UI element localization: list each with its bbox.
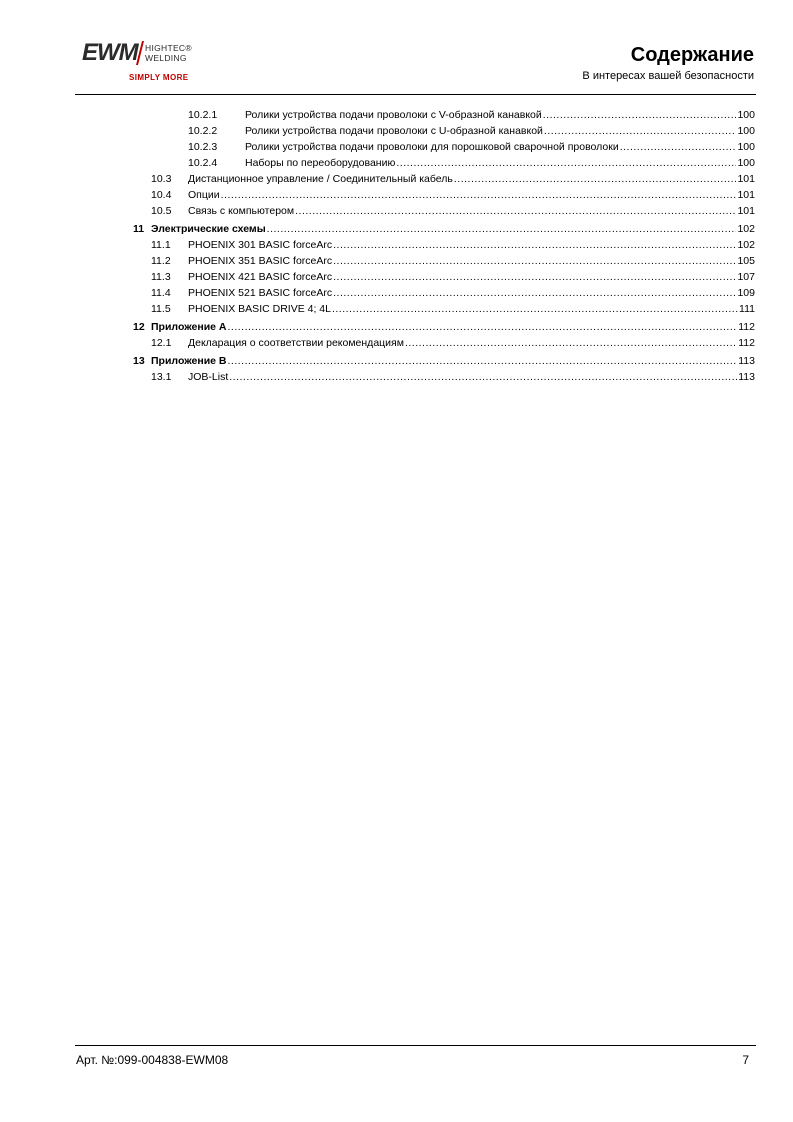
toc-entry[interactable] (0, 171, 793, 187)
toc-entry-title: Дистанционное управление / Соединительный кабель (188, 173, 453, 185)
toc-entry-page: 113 (738, 355, 755, 367)
toc-entry[interactable] (0, 155, 793, 171)
toc-entry-number: 10.5 (151, 205, 172, 217)
logo-welding-line: WELDING (145, 53, 187, 63)
toc-entry-page: 107 (737, 271, 755, 283)
article-number: Арт. №:099-004838-EWM08 (76, 1053, 229, 1067)
ewm-logo (82, 40, 202, 84)
toc-entry[interactable] (0, 353, 793, 369)
toc-entry-page: 105 (737, 255, 755, 267)
toc-entry[interactable] (0, 221, 793, 237)
toc-entry-line (188, 203, 755, 219)
toc-entry[interactable] (0, 203, 793, 219)
toc-entry[interactable] (0, 123, 793, 139)
toc-leader-dots (620, 139, 737, 155)
toc-entry-line (151, 221, 755, 237)
toc-entry-title: PHOENIX BASIC DRIVE 4; 4L (188, 303, 331, 315)
toc-leader-dots (544, 123, 737, 139)
toc-entry[interactable] (0, 187, 793, 203)
toc-leader-dots (543, 107, 737, 123)
toc-entry-number: 12 (133, 321, 145, 333)
toc-leader-dots (229, 369, 737, 385)
toc-entry-page: 100 (737, 109, 755, 121)
toc-entry-page: 100 (737, 141, 755, 153)
logo-tagline: SIMPLY MORE (129, 73, 189, 82)
page-subtitle: В интересах вашей безопасности (582, 70, 754, 82)
toc-entry-page: 109 (737, 287, 755, 299)
toc-entry[interactable] (0, 139, 793, 155)
toc-entry-page: 111 (739, 303, 755, 315)
toc-entry[interactable] (0, 237, 793, 253)
toc-entry-line (188, 187, 755, 203)
toc-entry-title: Ролики устройства подачи проволоки с V-образной канавкой (245, 109, 542, 121)
toc-entry-page: 100 (737, 125, 755, 137)
toc-leader-dots (332, 301, 738, 317)
toc-entry-line (188, 335, 755, 351)
toc-entry[interactable] (0, 269, 793, 285)
toc-entry-title: Приложение A (151, 321, 227, 333)
toc-entry-page: 101 (737, 205, 755, 217)
toc-entry-line (188, 237, 755, 253)
toc-leader-dots (333, 269, 736, 285)
logo-hightec-block (145, 43, 192, 63)
page-number: 7 (742, 1053, 749, 1067)
header-divider (75, 94, 756, 95)
toc-entry-number: 10.2.1 (188, 109, 218, 121)
toc-entry[interactable] (0, 253, 793, 269)
toc-entry[interactable] (0, 369, 793, 385)
toc-entry-number: 11.1 (151, 239, 171, 251)
toc-entry-title: PHOENIX 351 BASIC forceArc (188, 255, 333, 267)
toc-entry[interactable] (0, 285, 793, 301)
toc-leader-dots (228, 353, 738, 369)
toc-entry-page: 102 (737, 239, 755, 251)
logo-ewm-text: EWM (82, 39, 138, 66)
toc-entry-title: PHOENIX 421 BASIC forceArc (188, 271, 333, 283)
toc-entry-title: PHOENIX 301 BASIC forceArc (188, 239, 333, 251)
toc-entry-page: 102 (737, 223, 755, 235)
toc-leader-dots (221, 187, 737, 203)
toc-entry[interactable] (0, 301, 793, 317)
toc-leader-dots (267, 221, 737, 237)
toc-entry-number: 11.2 (151, 255, 171, 267)
toc-entry-title: Опции (188, 189, 220, 201)
toc-entry-page: 112 (738, 337, 755, 349)
toc-leader-dots (333, 237, 736, 253)
toc-entry-line (188, 301, 755, 317)
toc-entry-number: 10.4 (151, 189, 172, 201)
toc-entry-line (188, 253, 755, 269)
toc-entry[interactable] (0, 319, 793, 335)
toc-entry-line (188, 285, 755, 301)
toc-entry-line (188, 269, 755, 285)
toc-leader-dots (454, 171, 737, 187)
toc-entry-number: 11.3 (151, 271, 171, 283)
toc-entry-page: 100 (737, 157, 755, 169)
toc-leader-dots (405, 335, 737, 351)
toc-entry-title: Приложение B (151, 355, 227, 367)
toc-leader-dots (333, 285, 736, 301)
toc-entry-number: 10.3 (151, 173, 172, 185)
toc-leader-dots (333, 253, 736, 269)
toc-entry-page: 112 (738, 321, 755, 333)
toc-entry-number: 11.4 (151, 287, 171, 299)
toc-entry-line (245, 139, 755, 155)
toc-entry-line (245, 123, 755, 139)
toc-entry-title: Декларация о соответствии рекомендациям (188, 337, 404, 349)
toc-leader-dots (228, 319, 738, 335)
toc-entry-title: Ролики устройства подачи проволоки для порошковой сварочной проволоки (245, 141, 619, 153)
toc-entry-line (245, 155, 755, 171)
toc-entry-line (151, 319, 755, 335)
toc-entry-number: 13.1 (151, 371, 172, 383)
toc-entry-number: 11.5 (151, 303, 171, 315)
toc-entry-title: PHOENIX 521 BASIC forceArc (188, 287, 333, 299)
toc-entry[interactable] (0, 107, 793, 123)
footer-divider (75, 1045, 756, 1046)
toc-entry-number: 13 (133, 355, 145, 367)
toc-entry-number: 10.2.2 (188, 125, 218, 137)
toc-entry-title: Ролики устройства подачи проволоки с U-образной канавкой (245, 125, 543, 137)
toc-entry-line (151, 353, 755, 369)
toc-entry-title: Связь с компьютером (188, 205, 295, 217)
table-of-contents (0, 107, 793, 385)
toc-entry-number: 11 (133, 223, 145, 235)
toc-entry-title: Наборы по переоборудованию (245, 157, 396, 169)
toc-entry-number: 10.2.4 (188, 157, 218, 169)
toc-entry-page: 101 (737, 189, 755, 201)
toc-leader-dots (295, 203, 736, 219)
toc-entry-line (188, 369, 755, 385)
page-title: Содержание (630, 44, 754, 66)
toc-entry[interactable] (0, 335, 793, 351)
toc-entry-number: 10.2.3 (188, 141, 218, 153)
toc-entry-number: 12.1 (151, 337, 172, 349)
toc-entry-line (245, 107, 755, 123)
toc-entry-line (188, 171, 755, 187)
toc-leader-dots (396, 155, 736, 171)
toc-entry-title: Электрические схемы (151, 223, 266, 235)
toc-entry-page: 101 (737, 173, 755, 185)
logo-hightec-line: HIGHTEC® (145, 43, 192, 53)
toc-entry-title: JOB-List (188, 371, 229, 383)
toc-entry-page: 113 (738, 371, 755, 383)
